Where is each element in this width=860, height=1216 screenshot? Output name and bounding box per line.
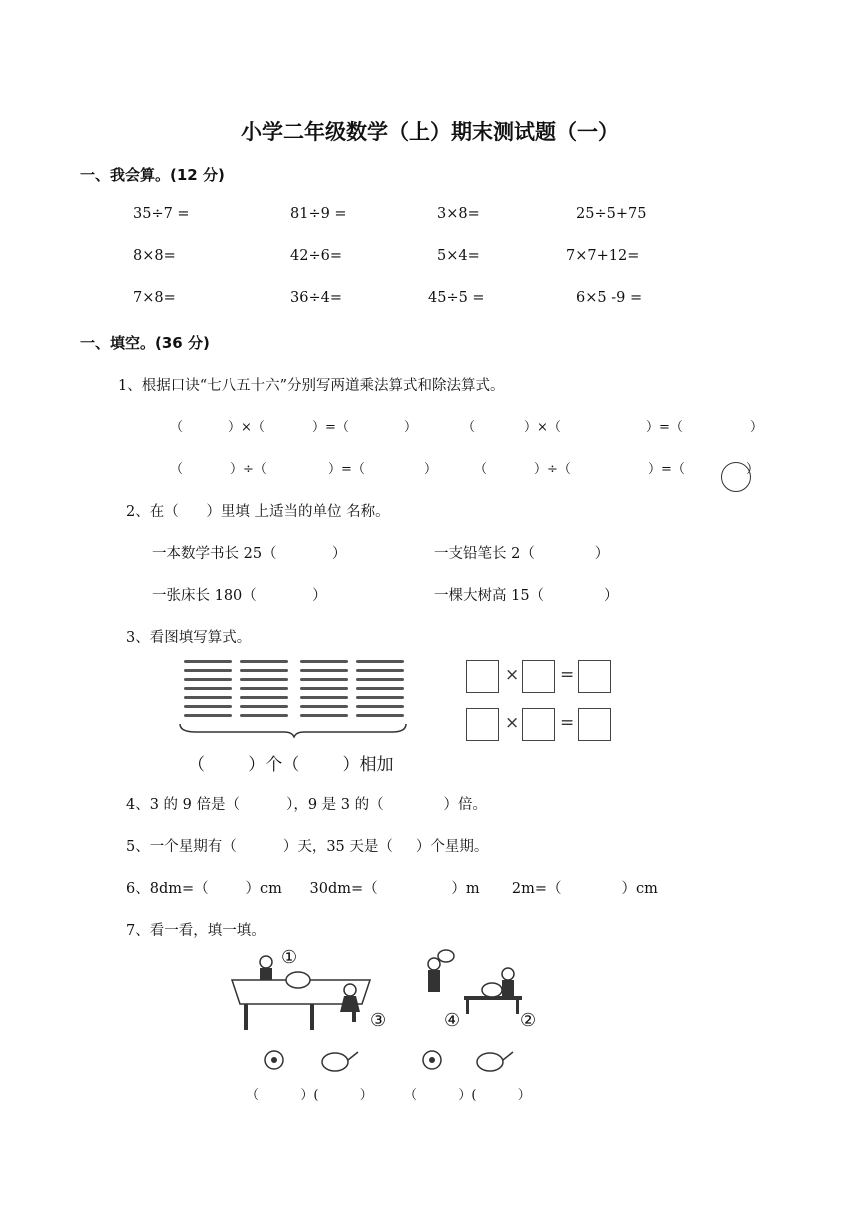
marker-3: ③ [370, 1010, 387, 1031]
marker-2: ② [520, 1010, 537, 1031]
q1-paren: ） [750, 420, 764, 435]
answer-box[interactable] [466, 708, 499, 741]
stick [300, 669, 348, 672]
answer-box[interactable] [578, 660, 611, 693]
stick [240, 714, 288, 717]
stick [356, 705, 404, 708]
stick [184, 696, 232, 699]
q2-item: 一张床长 180（ ） [152, 588, 327, 604]
stick [356, 660, 404, 663]
calc-item: 45÷5 = [428, 290, 485, 306]
q1-paren: （ [462, 420, 476, 435]
q1-op: ）×（ [228, 420, 265, 435]
stick [300, 660, 348, 663]
q1-op: ）÷（ [230, 462, 267, 477]
q3-text: 3、看图填写算式。 [126, 630, 252, 646]
stick [356, 714, 404, 717]
stick [184, 705, 232, 708]
stick [240, 696, 288, 699]
stick [356, 696, 404, 699]
sticks-figure [176, 654, 621, 778]
section1-heading: 一、我会算。(12 分) [80, 166, 225, 184]
q1-op: ）=（ [648, 462, 685, 477]
q1-op: ）=（ [646, 420, 683, 435]
stick [300, 696, 348, 699]
q1-paren: （ [170, 462, 184, 477]
q1-op: ）×（ [524, 420, 561, 435]
q2-item: 一支铅笔长 2（ ） [434, 546, 610, 562]
calc-item: 25÷5+75 [576, 206, 647, 222]
q7-blanks: （ ）( ） [404, 1088, 531, 1103]
calc-item: 8×8= [133, 248, 176, 264]
q6-text: 6、8dm=（ ）cm 30dm=（ ）m 2m=（ ）cm [126, 881, 658, 897]
q1-op: ）÷（ [534, 462, 571, 477]
brace-icon [176, 722, 412, 738]
equals-sign: = [560, 665, 575, 685]
q2-item: 一棵大树高 15（ ） [434, 588, 619, 604]
calc-item: 35÷7 = [133, 206, 190, 222]
stick [240, 669, 288, 672]
q2-item: 一本数学书长 25（ ） [152, 546, 347, 562]
stick [240, 660, 288, 663]
stick [356, 687, 404, 690]
stick [300, 714, 348, 717]
q1-op: ）=（ [328, 462, 365, 477]
q5-text: 5、一个星期有（ ）天，35 天是（ ）个星期。 [126, 839, 489, 855]
calc-item: 6×5 -9 = [576, 290, 643, 306]
stick [184, 669, 232, 672]
q1-paren: （ [170, 420, 184, 435]
q1-op: ）=（ [312, 420, 349, 435]
stick [184, 714, 232, 717]
stick [184, 678, 232, 681]
calc-item: 36÷4= [290, 290, 342, 306]
stick [240, 678, 288, 681]
stick [356, 669, 404, 672]
stick [184, 687, 232, 690]
q4-text: 4、3 的 9 倍是（ ），9 是 3 的（ ）倍。 [126, 797, 488, 813]
times-sign: × [505, 665, 520, 685]
q1-text: 1、根据口诀“七八五十六”分别写两道乘法算式和除法算式。 [118, 378, 505, 394]
marker-1: ① [281, 947, 298, 968]
calc-item: 7×7+12= [566, 248, 640, 264]
q1-paren: （ [474, 462, 488, 477]
calc-item: 5×4= [437, 248, 480, 264]
answer-box[interactable] [578, 708, 611, 741]
answer-box[interactable] [522, 660, 555, 693]
q7-blanks: （ ）( ） [246, 1088, 373, 1103]
stick [300, 687, 348, 690]
sticks-caption: （ ）个（ ）相加 [188, 755, 394, 775]
calc-item: 42÷6= [290, 248, 342, 264]
equals-sign: = [560, 713, 575, 733]
section2-heading: 一、填空。(36 分) [80, 334, 210, 352]
calc-item: 7×8= [133, 290, 176, 306]
q1-paren: ） [746, 462, 760, 477]
stick [356, 678, 404, 681]
q1-paren: ） [404, 420, 418, 435]
stick [240, 687, 288, 690]
q2-text: 2、在（ ）里填 上适当的单位 名称。 [126, 504, 390, 520]
stick [240, 705, 288, 708]
stick [300, 678, 348, 681]
q1-paren: ） [424, 462, 438, 477]
q7-text: 7、看一看，填一填。 [126, 923, 266, 939]
answer-box[interactable] [522, 708, 555, 741]
stick [300, 705, 348, 708]
marker-4: ④ [444, 1010, 461, 1031]
page-title: 小学二年级数学（上）期末测试题（一） [241, 120, 619, 144]
times-sign: × [505, 713, 520, 733]
stick [184, 660, 232, 663]
answer-box[interactable] [466, 660, 499, 693]
calc-item: 3×8= [437, 206, 480, 222]
circle-mark [721, 462, 751, 492]
calc-item: 81÷9 = [290, 206, 347, 222]
